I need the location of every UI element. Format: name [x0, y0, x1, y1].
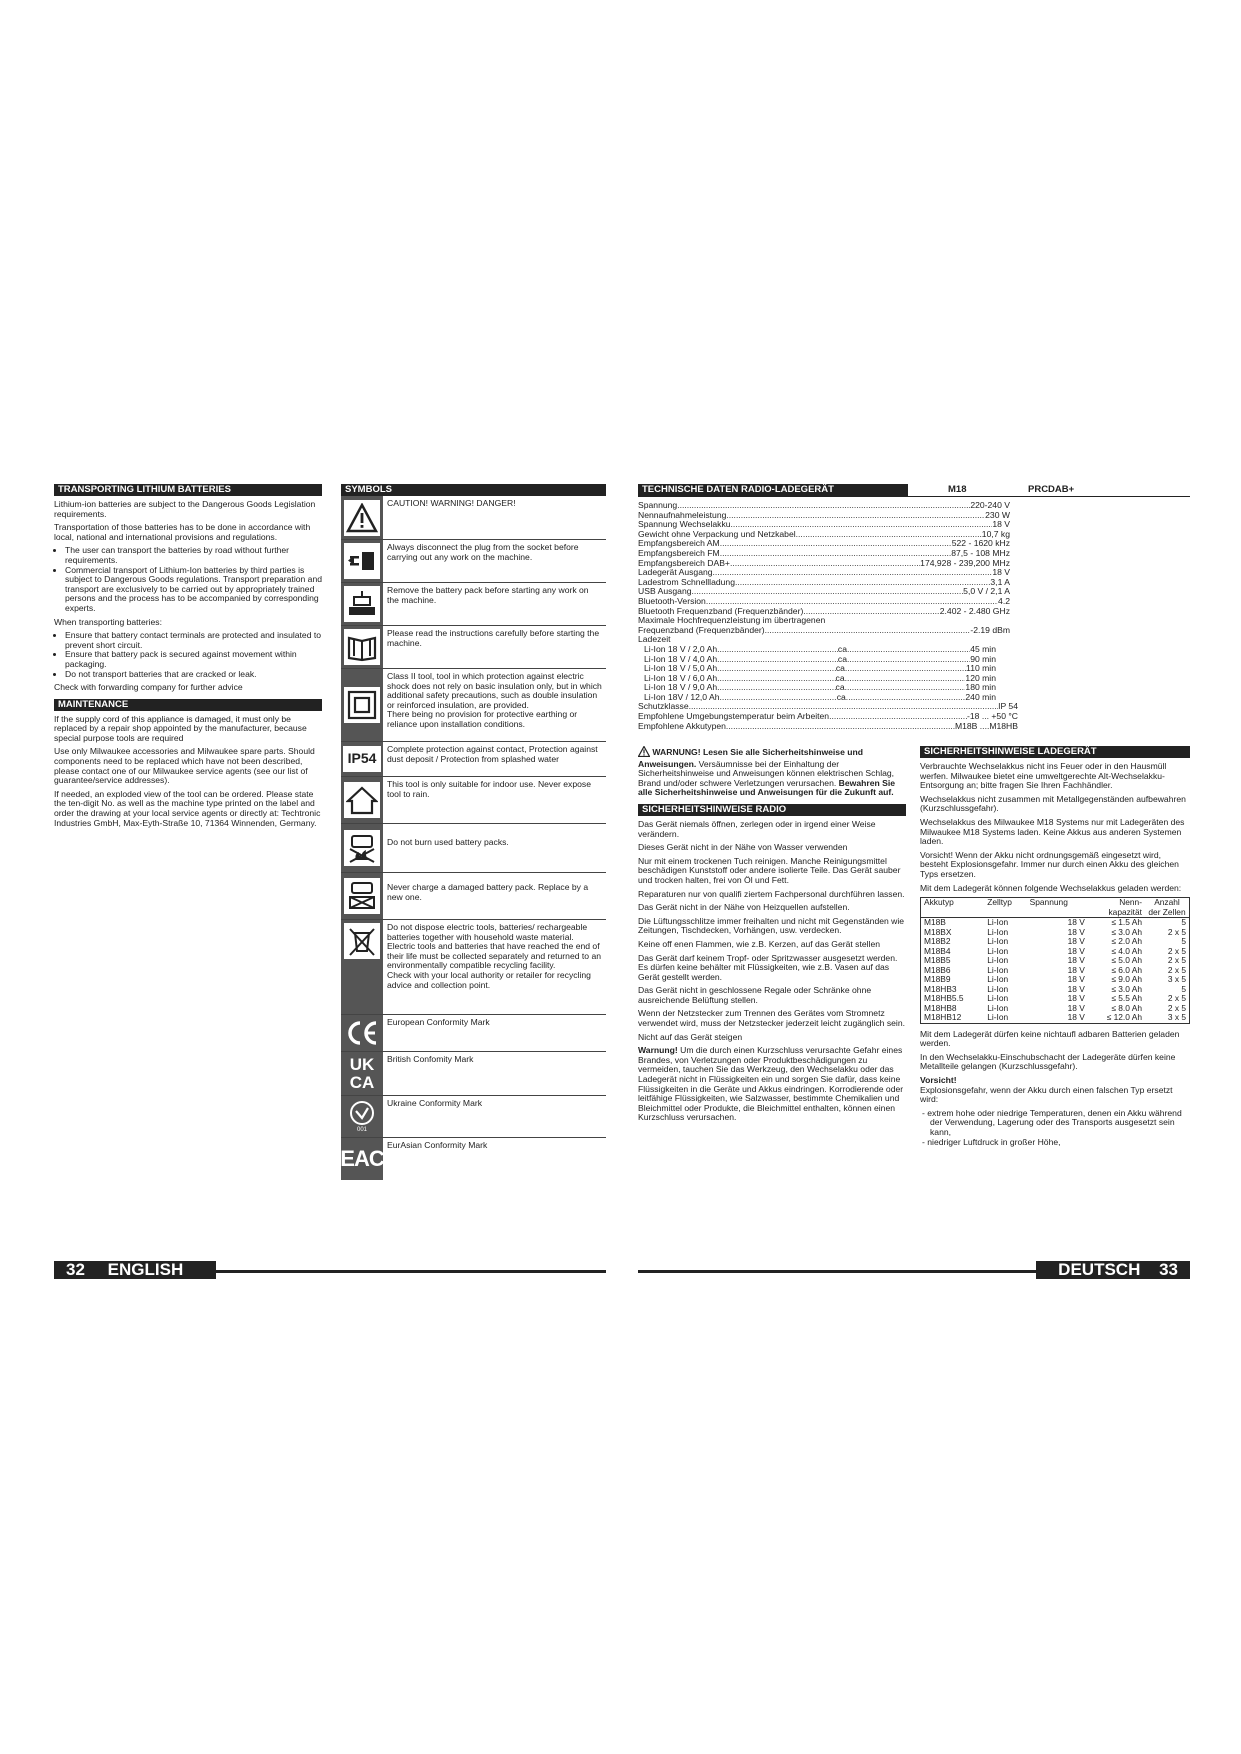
table-row: [921, 937, 1190, 947]
table-cell: Li-Ion: [987, 983, 1009, 994]
table-cell: 18 V: [1067, 983, 1085, 994]
table-cell: ≤ 3.0 Ah: [1111, 983, 1142, 994]
tech-heading-row: [638, 484, 1190, 497]
list-item: • Commercial transport of Lithium-Ion batteries by third parties is subject to Dangerous Goods regulations. Transport preparation and transport are exclusively to be carried out by appropriately trained persons and the process has to be accompanied by corresponding experts.: [65, 566, 322, 614]
table-cell: M18HB8: [924, 1002, 957, 1013]
th-zellen: Anzahl der Zellen: [1145, 898, 1190, 918]
table-cell: 18 V: [1067, 1012, 1085, 1023]
transport-heading: TRANSPORTING LITHIUM BATTERIES: [54, 484, 322, 496]
table-cell: 18 V: [1067, 1002, 1085, 1013]
symbol-row: EAC EurAsian Conformity Mark: [341, 1138, 606, 1180]
remove-battery-icon: [344, 586, 380, 622]
th-zelltyp: Zelltyp: [984, 898, 1026, 918]
spec-max-hf: Maximale Hochfrequenzleistung im übertragenen: [638, 615, 826, 626]
table-cell: M18BX: [924, 926, 952, 937]
symbol-row: CAUTION! WARNING! DANGER!: [341, 496, 606, 540]
table-row: [921, 947, 1190, 957]
radio-paragraphs: [638, 820, 906, 1042]
table-cell: ≤ 5.0 Ah: [1111, 955, 1142, 966]
radio-paragraph: Das Gerät nicht in geschlossene Regale oder Schränke ohne ausreichende Belüftung stellen.: [638, 985, 872, 1005]
table-cell: 5: [1181, 936, 1186, 947]
table-cell: M18HB3: [924, 983, 957, 994]
symbols-heading: SYMBOLS: [341, 484, 606, 496]
table-cell: 5: [1181, 917, 1186, 928]
table-cell: M18B5: [924, 955, 951, 966]
maintenance-heading: MAINTENANCE: [54, 699, 322, 711]
transport-p4: Check with forwarding company for further advice: [54, 682, 243, 693]
list-item: • The user can transport the batteries by road without further requirements.: [65, 546, 322, 565]
spec-row: USB Ausgang ..... 5,0 V / 2,1 A: [638, 587, 1010, 597]
charger-safety-column: [920, 746, 1190, 1151]
table-cell: 2 x 5: [1167, 926, 1186, 937]
table-cell: M18B4: [924, 945, 951, 956]
table-row: [921, 918, 1190, 928]
list-item: • Ensure that battery pack is secured against movement within packaging.: [65, 650, 322, 669]
charger-after2: In den Wechselakku-Einschubschacht der Ladegeräte dürfen keine Metallteile gelangen (Kurzschlussgefahr).: [920, 1051, 1176, 1072]
footer-right: [1036, 1261, 1190, 1279]
charger-paragraph: Wechselakkus des Milwaukee M18 Systems nur mit Ladegeräten des Milwaukee M18 Systems laden. Keine Akkus aus anderen Systemen laden.: [920, 816, 1185, 847]
transport-p2: Transportation of those batteries has to be done in accordance with local, national and international provisions and regulations.: [54, 522, 311, 542]
table-row: [921, 1013, 1190, 1023]
spec-row: Gewicht ohne Verpackung und Netzkabel ..... 10,7 kg: [638, 530, 1010, 540]
table-cell: M18B2: [924, 936, 951, 947]
maintenance-p2: Use only Milwaukee accessories and Milwaukee spare parts. Should components need to be replaced which have not been described, please contact one of our Milwaukee service agents (see our list of guarantee/service addresses).: [54, 746, 315, 786]
vorsicht-label: Vorsicht!: [920, 1075, 957, 1085]
vorsicht-list: [920, 1109, 1190, 1147]
table-cell: Li-Ion: [987, 964, 1009, 975]
table-cell: 18 V: [1067, 955, 1085, 966]
footer-right-rule: [638, 1270, 1036, 1273]
radio-paragraph: Das Gerät darf keinem Tropf- oder Spritzwasser ausgesetzt werden. Es dürfen keine behälter mit Flüssigkeiten, wie z.B. Vasen auf das Gerät gestellt werden.: [638, 952, 898, 982]
radio-heading: SICHERHEITSHINWEISE RADIO: [638, 804, 906, 816]
table-cell: M18HB5.5: [924, 993, 964, 1004]
radio-paragraph: Die Lüftungsschlitze immer freihalten und nicht mit Gegenständen wie Zeitungen, Tischdecken, Vorhängen, usw. verdecken.: [638, 915, 905, 936]
ip54-label: IP54: [347, 750, 377, 767]
maintenance-p3: If needed, an exploded view of the tool can be ordered. Please state the ten-digit No. as well as the machine type printed on the label and order the drawing at your local service agents or directly at: Techtronic Industries GmbH, Max-Eyth-Straße 10, 71364 Winnenden, Germany.: [54, 788, 321, 828]
ukraine-mark-number: 001: [356, 1127, 367, 1133]
table-cell: Li-Ion: [987, 917, 1009, 928]
spec-row: Li-Ion 18 V / 5,0 Ah ..... ca. ..... 110 min: [638, 664, 996, 674]
table-cell: 18 V: [1067, 926, 1085, 937]
table-cell: M18B9: [924, 974, 951, 985]
charger-paragraph: Wechselakkus nicht zusammen mit Metallgegenständen aufbewahren (Kurzschlussgefahr).: [920, 793, 1186, 814]
table-cell: 18 V: [1067, 917, 1085, 928]
radio-safety-column: [638, 746, 906, 1127]
table-cell: ≤ 2.0 Ah: [1111, 936, 1142, 947]
table-cell: Li-Ion: [987, 1002, 1009, 1013]
page-number-right: 33: [1159, 1260, 1178, 1279]
warning-triangle-icon: [344, 500, 380, 536]
table-cell: Li-Ion: [987, 955, 1009, 966]
symbol-row: Always disconnect the plug from the socket before carrying out any work on the machine.: [341, 540, 606, 583]
battery-table: [920, 897, 1190, 1024]
spec-row: Empfangsbereich AM ..... 522 - 1620 kHz: [638, 539, 1010, 549]
table-cell: 18 V: [1067, 936, 1085, 947]
symbol-row: Please read the instructions carefully before starting the machine.: [341, 626, 606, 669]
radio-paragraph: Reparaturen nur von qualifi ziertem Fachpersonal durchführen lassen.: [638, 888, 905, 899]
symbol-row: Never charge a damaged battery pack. Replace by a new one.: [341, 873, 606, 920]
language-left: ENGLISH: [107, 1260, 184, 1279]
spec-row: Spannung Wechselakku ..... 18 V: [638, 520, 1010, 530]
spec-row: Ladegerät Ausgang ..... 18 V: [638, 568, 1010, 578]
transport-p3: When transporting batteries:: [54, 616, 162, 627]
page-number-left: 32: [66, 1260, 85, 1279]
table-row: [921, 994, 1190, 1004]
table-cell: 18 V: [1067, 945, 1085, 956]
symbol-row: Remove the battery pack before starting any work on the machine.: [341, 583, 606, 626]
maintenance-p1: If the supply cord of this appliance is damaged, it must only be replaced by a repair shop appointed by the manufacturer, because special purpose tools are required: [54, 713, 307, 743]
list-item: • Do not transport batteries that are cracked or leak.: [65, 670, 322, 680]
symbol-row: UK CA British Confomity Mark: [341, 1052, 606, 1096]
spec-list-2: [638, 702, 1018, 731]
table-row: [921, 956, 1190, 966]
table-header-row: [921, 898, 1190, 918]
table-row: [921, 928, 1190, 938]
table-cell: 2 x 5: [1167, 964, 1186, 975]
spec-row: Nennaufnahmeleistung ..... 230 W: [638, 511, 1010, 521]
table-cell: 18 V: [1067, 974, 1085, 985]
table-cell: 2 x 5: [1167, 945, 1186, 956]
spec-row: Empfohlene Akkutypen ..... M18B ....M18HB: [638, 722, 1018, 732]
table-cell: ≤ 9.0 Ah: [1111, 974, 1142, 985]
general-warning: WARNUNG! Lesen Sie alle Sicherheitshinweise und Anweisungen. Versäumnisse bei der Einhaltung der Sicherheitshinweise und Anweisungen können elektrischen Schlag, Brand und/oder schwere Verletzungen verursachen. Bewahren Sie alle Sicherheitshinweise und Anweisungen für die Zukunft auf.: [638, 747, 896, 798]
language-right: DEUTSCH: [1058, 1260, 1141, 1279]
charger-paragraph: Mit dem Ladegerät können folgende Wechselakkus geladen werden:: [920, 882, 1182, 893]
spec-row: Empfangsbereich DAB+ ..... 174,928 - 239,200 MHz: [638, 559, 1010, 569]
radio-paragraph: Nur mit einem trockenen Tuch reinigen. Manche Reinigungsmittel beschädigen Kunststoff oder andere isolierte Teile. Das Gerät sauber und trocken halten, frei von Öl und Fett.: [638, 855, 901, 885]
charger-paragraph: Verbrauchte Wechselakkus nicht ins Feuer oder in den Hausmüll werfen. Milwaukee bietet eine umweltgerechte Alt-Wechselakku-Entsorgung an; bitte fragen Sie Ihren Fachhändler.: [920, 761, 1167, 791]
table-cell: 2 x 5: [1167, 955, 1186, 966]
warning-triangle-icon: [638, 746, 650, 760]
table-cell: ≤ 5.5 Ah: [1111, 993, 1142, 1004]
charger-heading: SICHERHEITSHINWEISE LADEGERÄT: [920, 746, 1190, 758]
radio-paragraph: Keine off enen Flammen, wie z.B. Kerzen, auf das Gerät stellen: [638, 938, 881, 949]
spec-row: Li-Ion 18 V / 9,0 Ah ..... ca. ..... 180 min: [638, 683, 996, 693]
spec-row: Bluetooth-Version ..... 4.2: [638, 597, 1010, 607]
transport-bullets-1: [54, 546, 322, 613]
symbol-row: Do not burn used battery packs.: [341, 824, 606, 873]
radio-paragraph: Das Gerät niemals öffnen, zerlegen oder in irgend einer Weise verändern.: [638, 818, 876, 839]
table-cell: 5: [1181, 983, 1186, 994]
spec-row: Empfangsbereich FM ..... 87,5 - 108 MHz: [638, 549, 1010, 559]
table-cell: Li-Ion: [987, 993, 1009, 1004]
radio-paragraph: Wenn der Netzstecker zum Trennen des Gerätes vom Stromnetz verwendet wird, muss der Netzstecker jederzeit leicht zugänglich sein.: [638, 1008, 906, 1029]
no-burn-battery-icon: [344, 830, 380, 866]
symbol-row: Class II tool, tool in which protection against electric shock does not rely on basic insulation only, but in which additional safety precautions, such as double insulation or reinforced insulation, are provided. There being no provision for protective earthing or reliance upon installation conditions.: [341, 669, 606, 742]
symbol-row: Do not dispose electric tools, batteries/ rechargeable batteries together with household waste material. Electric tools and batteries that have reached the end of their life must be collected separately and returned to an environmentally compatible recycling facility. Check with your local authority or retailer for recycling advice and collection point.: [341, 920, 606, 1015]
table-cell: 3 x 5: [1167, 974, 1186, 985]
footer-left: [54, 1261, 216, 1279]
ce-mark-icon: [344, 1015, 380, 1051]
table-cell: M18HB12: [924, 1012, 962, 1023]
tech-data-column: [638, 484, 1190, 731]
read-manual-icon: [344, 629, 380, 665]
spec-row: Spannung ..... 220-240 V: [638, 501, 1010, 511]
table-cell: 2 x 5: [1167, 993, 1186, 1004]
table-cell: 3 x 5: [1167, 1012, 1186, 1023]
table-cell: M18B6: [924, 964, 951, 975]
table-row: [921, 966, 1190, 976]
table-cell: 18 V: [1067, 993, 1085, 1004]
radio-paragraph: Nicht auf das Gerät steigen: [638, 1031, 743, 1042]
symbol-row: This tool is only suitable for indoor use. Never expose tool to rain.: [341, 777, 606, 824]
symbol-row: IP54 Complete protection against contact, Protection against dust deposit / Protection from splashed water: [341, 742, 606, 777]
spec-row: Li-Ion 18 V / 6,0 Ah ..... ca. ..... 120 min: [638, 674, 996, 684]
charger-after1: Mit dem Ladegerät dürfen keine nichtaufl adbaren Batterien geladen werden.: [920, 1028, 1180, 1049]
table-cell: Li-Ion: [987, 1012, 1009, 1023]
table-cell: 2 x 5: [1167, 1002, 1186, 1013]
charger-paragraphs: [920, 762, 1190, 893]
indoor-house-icon: [344, 782, 380, 818]
table-cell: ≤ 12.0 Ah: [1106, 1012, 1142, 1023]
table-cell: Li-Ion: [987, 945, 1009, 956]
symbols-column: [341, 484, 606, 1180]
symbol-row: European Conformity Mark: [341, 1015, 606, 1052]
spec-row: Bluetooth Frequenzband (Frequenzbänder) ..... 2.402 - 2.480 GHz: [638, 607, 1010, 617]
ip54-icon: [343, 746, 381, 772]
spec-ladezeit-label: Ladezeit: [638, 634, 671, 645]
list-item: • Ensure that battery contact terminals are protected and insulated to prevent short circuit.: [65, 631, 322, 650]
spec-row: Li-Ion 18 V / 4,0 Ah ..... ca. ..... 90 min: [638, 655, 996, 665]
table-cell: Li-Ion: [987, 936, 1009, 947]
symbol-row: 001 Ukraine Conformity Mark: [341, 1096, 606, 1138]
unplug-icon: [344, 543, 380, 579]
list-item: - extrem hohe oder niedrige Temperaturen, denen ein Akku während der Verwendung, Lagerung oder des Transports ausgesetzt sein kann,: [930, 1109, 1190, 1138]
table-cell: ≤ 6.0 Ah: [1111, 964, 1142, 975]
class-ii-icon: [344, 687, 380, 723]
radio-final-warning: Warnung! Um die durch einen Kurzschluss verursachte Gefahr eines Brandes, von Verletzungen oder Produktbeschädigungen zu vermeiden, tauchen Sie das Werkzeug, den Wechselakku oder das Ladegerät nicht in Flüssigkeiten ein und sorgen Sie dafür, dass keine Flüssigkeiten in die Geräte und Akkus eindringen. Korrodierende oder leitfähige Flüssigkeiten, wie Salzwasser, bestimmte Chemikalien und Bleichmittel oder Produkte, die Bleichmittel enthalten, können einen Kurzschluss verursachen.: [638, 1045, 904, 1123]
spec-row: Schutzklasse ..... IP 54: [638, 702, 1018, 712]
table-cell: 18 V: [1067, 964, 1085, 975]
vorsicht-text: Explosionsgefahr, wenn der Akku durch einen falschen Typ ersetzt wird:: [920, 1084, 1173, 1105]
th-kapazitaet: Nenn- kapazität: [1088, 898, 1145, 918]
table-cell: ≤ 3.0 Ah: [1111, 926, 1142, 937]
spec-row: Li-Ion 18V / 12,0 Ah ..... ca. ..... 240 min: [638, 693, 996, 703]
spec-row: Empfohlene Umgebungstemperatur beim Arbeiten ..... -18 ... +50 °C: [638, 712, 1018, 722]
weee-bin-icon: [344, 923, 380, 959]
eac-mark-icon: EAC: [344, 1141, 380, 1177]
spec-row: Li-Ion 18 V / 2,0 Ah ..... ca. ..... 45 min: [638, 645, 996, 655]
tech-heading: TECHNISCHE DATEN RADIO-LADEGERÄT: [638, 484, 908, 496]
footer-left-rule: [204, 1270, 606, 1273]
table-cell: ≤ 1.5 Ah: [1111, 917, 1142, 928]
spec-row: Frequenzband (Frequenzbänder) ..... -2.19 dBm: [638, 626, 1010, 636]
th-spannung: Spannung: [1027, 898, 1088, 918]
spec-row: Ladestrom Schnellladung ..... 3,1 A: [638, 578, 1010, 588]
list-item: - niedriger Luftdruck in großer Höhe,: [930, 1138, 1190, 1148]
spec-list: [638, 501, 1010, 616]
charger-paragraph: Vorsicht! Wenn der Akku nicht ordnungsgemäß eingesetzt wird, besteht Explosionsgefahr. Immer nur durch einen Akku des gleichen Typs ersetzen.: [920, 849, 1179, 879]
ukca-mark-icon: UK CA: [344, 1054, 380, 1094]
no-charge-damaged-icon: [344, 878, 380, 914]
table-cell: Li-Ion: [987, 926, 1009, 937]
table-cell: ≤ 8.0 Ah: [1111, 1002, 1142, 1013]
transport-column: [54, 484, 322, 832]
table-cell: ≤ 4.0 Ah: [1111, 945, 1142, 956]
radio-paragraph: Das Gerät nicht in der Nähe von Heizquellen aufstellen.: [638, 902, 850, 913]
tech-col-m18: M18: [948, 484, 967, 496]
table-cell: M18B: [924, 917, 946, 928]
transport-bullets-2: [54, 631, 322, 679]
table-row: [921, 975, 1190, 985]
th-akkutyp: Akkutyp: [921, 898, 985, 918]
ukraine-mark-icon: [344, 1099, 380, 1127]
transport-p1: Lithium-ion batteries are subject to the Dangerous Goods Legislation requirements.: [54, 499, 316, 519]
ladezeit-list: [638, 645, 996, 703]
table-cell: Li-Ion: [987, 974, 1009, 985]
tech-col-model: PRCDAB+: [1028, 484, 1075, 496]
radio-paragraph: Dieses Gerät nicht in der Nähe von Wasser verwenden: [638, 842, 848, 853]
